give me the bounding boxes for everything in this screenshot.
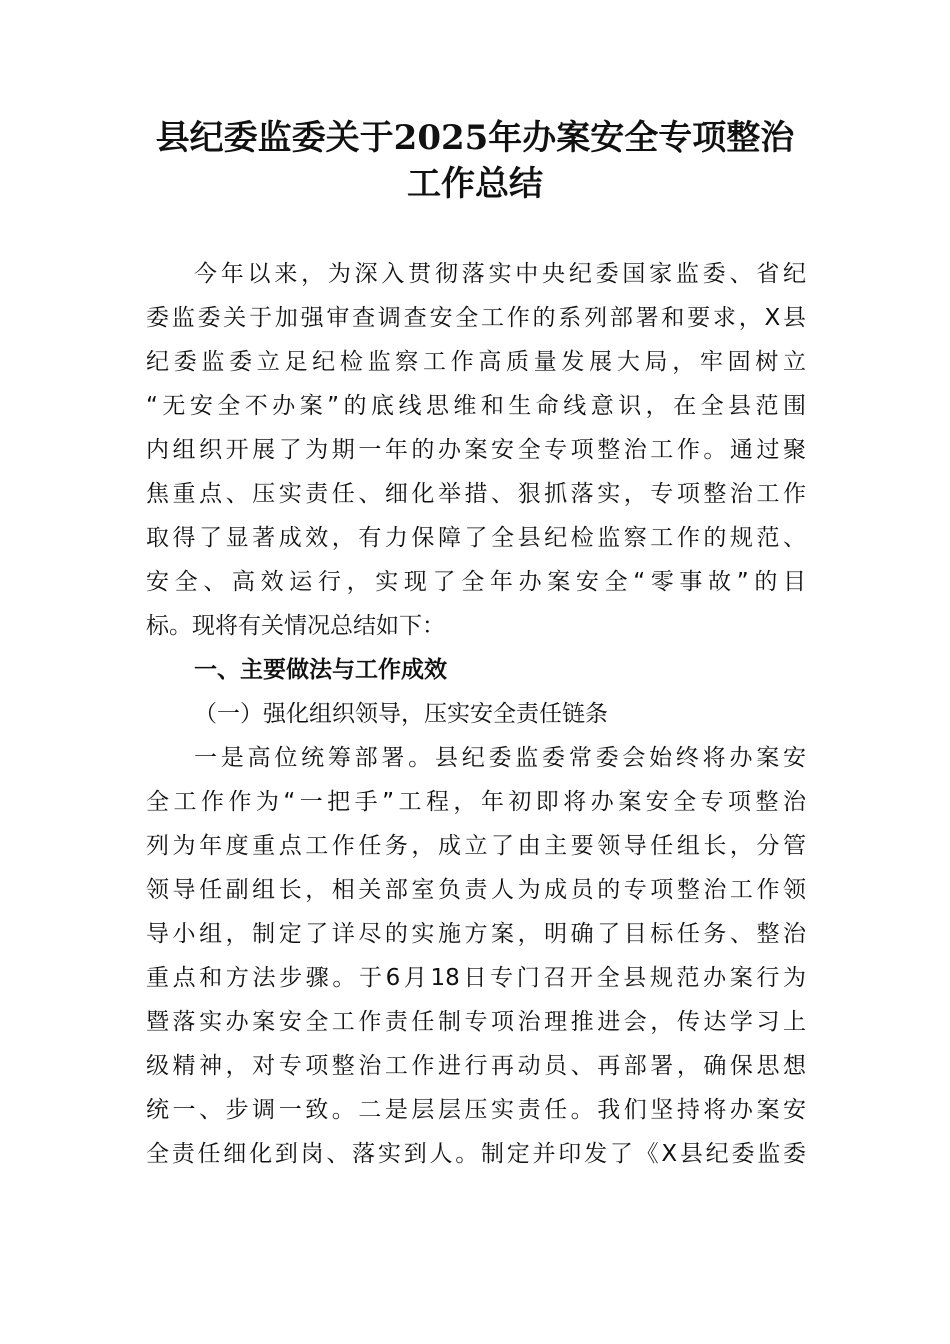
document-body (146, 252, 806, 1176)
text-line: 标。现将有关情况总结如下： (146, 613, 445, 639)
text-line: 全责任细化到岗、落实到人。制定并印发了《X县纪委监委 (146, 1141, 806, 1167)
section-heading-2: （一）强化组织领导，压实安全责任链条 (194, 701, 608, 727)
text-line: “无安全不办案”的底线思维和生命线意识，在全县范围 (146, 393, 806, 419)
text-line: 统一、步调一致。二是层层压实责任。我们坚持将办案安 (146, 1097, 806, 1123)
paragraph-section-1 (146, 736, 806, 1176)
text-line: 列为年度重点工作任务，成立了由主要领导任组长，分管 (146, 833, 806, 859)
paragraph-intro (146, 252, 806, 648)
text-line: 全工作作为“一把手”工程，年初即将办案安全专项整治 (146, 789, 806, 815)
text-line: 重点和方法步骤。于6月18日专门召开全县规范办案行为 (146, 965, 806, 991)
document-title-line-1: 县纪委监委关于2025年办案安全专项整治 (155, 118, 795, 158)
text-line: 级精神，对专项整治工作进行再动员、再部署，确保思想 (146, 1053, 806, 1079)
text-line: 取得了显著成效，有力保障了全县纪检监察工作的规范、 (146, 525, 806, 551)
text-line: 暨落实办案安全工作责任制专项治理推进会，传达学习上 (146, 1009, 806, 1035)
text-line: 导小组，制定了详尽的实施方案，明确了目标任务、整治 (146, 921, 806, 947)
text-line: 焦重点、压实责任、细化举措、狠抓落实，专项整治工作 (146, 481, 806, 507)
text-line: 内组织开展了为期一年的办案安全专项整治工作。通过聚 (146, 437, 806, 463)
text-line: 今年以来，为深入贯彻落实中央纪委国家监委、省纪 (194, 261, 806, 287)
text-line: 安全、高效运行，实现了全年办案安全“零事故”的目 (146, 569, 806, 595)
document-title-line-2: 工作总结 (407, 164, 543, 204)
text-line: 一是高位统筹部署。县纪委监委常委会始终将办案安 (194, 745, 806, 771)
section-heading-1: 一、主要做法与工作成效 (194, 657, 447, 683)
text-line: 委监委关于加强审查调查安全工作的系列部署和要求，X县 (146, 305, 806, 331)
text-line: 纪委监委立足纪检监察工作高质量发展大局，牢固树立 (146, 349, 806, 375)
text-line: 领导任副组长，相关部室负责人为成员的专项整治工作领 (146, 877, 806, 903)
